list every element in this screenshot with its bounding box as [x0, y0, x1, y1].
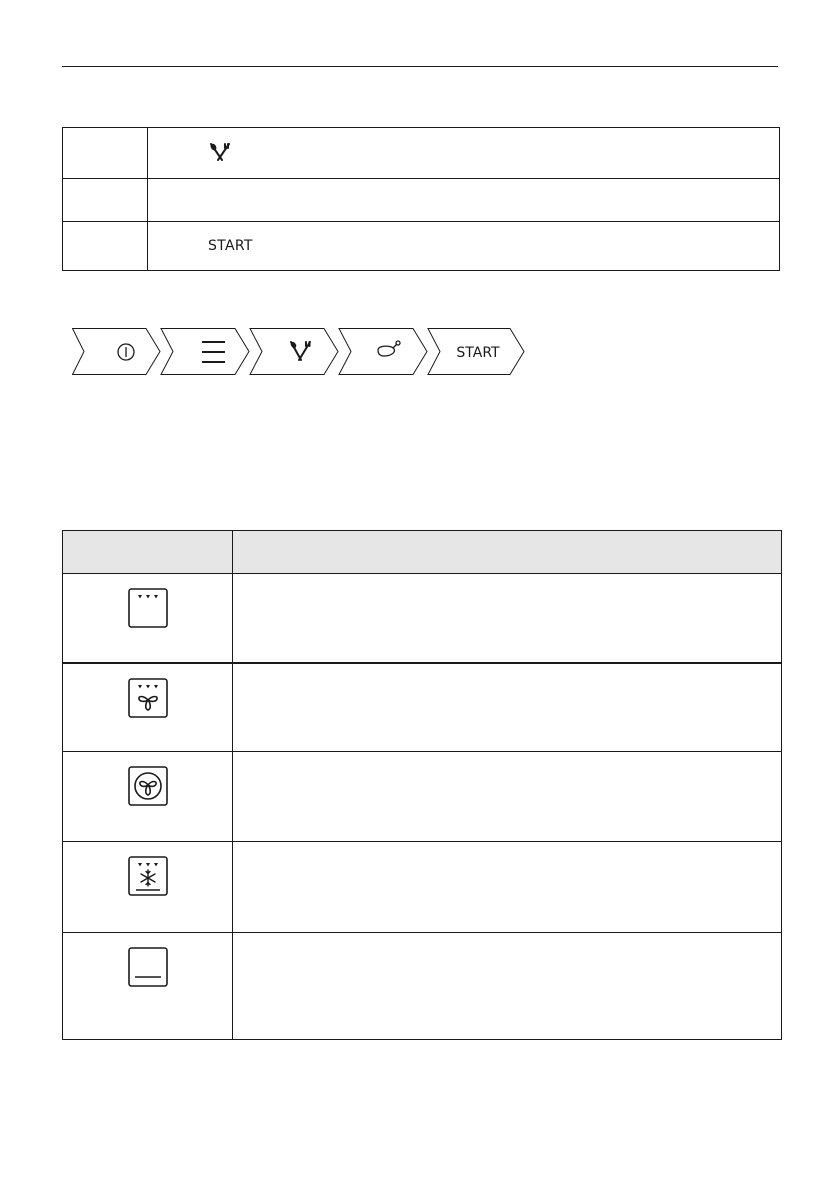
fan-top-heat-icon	[128, 678, 168, 718]
function-description	[233, 933, 782, 1040]
function-description	[233, 752, 782, 842]
step-number	[63, 179, 148, 222]
top-heat-icon	[128, 588, 168, 628]
sequence-step	[250, 329, 338, 375]
step-text	[148, 179, 780, 222]
top-rule	[62, 66, 778, 67]
column-header	[233, 531, 782, 574]
function-description	[233, 663, 782, 752]
step-number	[63, 128, 148, 179]
defrost-icon	[128, 856, 168, 896]
table-row	[63, 933, 782, 1040]
start-label: START	[208, 238, 253, 254]
fan-circle-icon	[128, 766, 168, 806]
table-row	[63, 574, 782, 663]
start-label: START	[456, 345, 500, 361]
cutlery-icon	[208, 141, 232, 165]
steps-table	[62, 127, 780, 271]
table-row	[63, 222, 780, 271]
function-description	[233, 574, 782, 663]
sequence-step	[73, 329, 161, 375]
step-number	[63, 222, 148, 271]
bottom-heat-icon	[128, 947, 168, 987]
table-row	[63, 752, 782, 842]
table-row	[63, 663, 782, 752]
table-header	[63, 531, 782, 574]
sequence-step	[339, 329, 427, 375]
column-header	[63, 531, 233, 574]
table-row	[63, 179, 780, 222]
function-description	[233, 842, 782, 933]
table-row	[63, 842, 782, 933]
functions-table	[62, 530, 782, 1040]
table-row	[63, 128, 780, 179]
control-sequence	[72, 328, 532, 376]
